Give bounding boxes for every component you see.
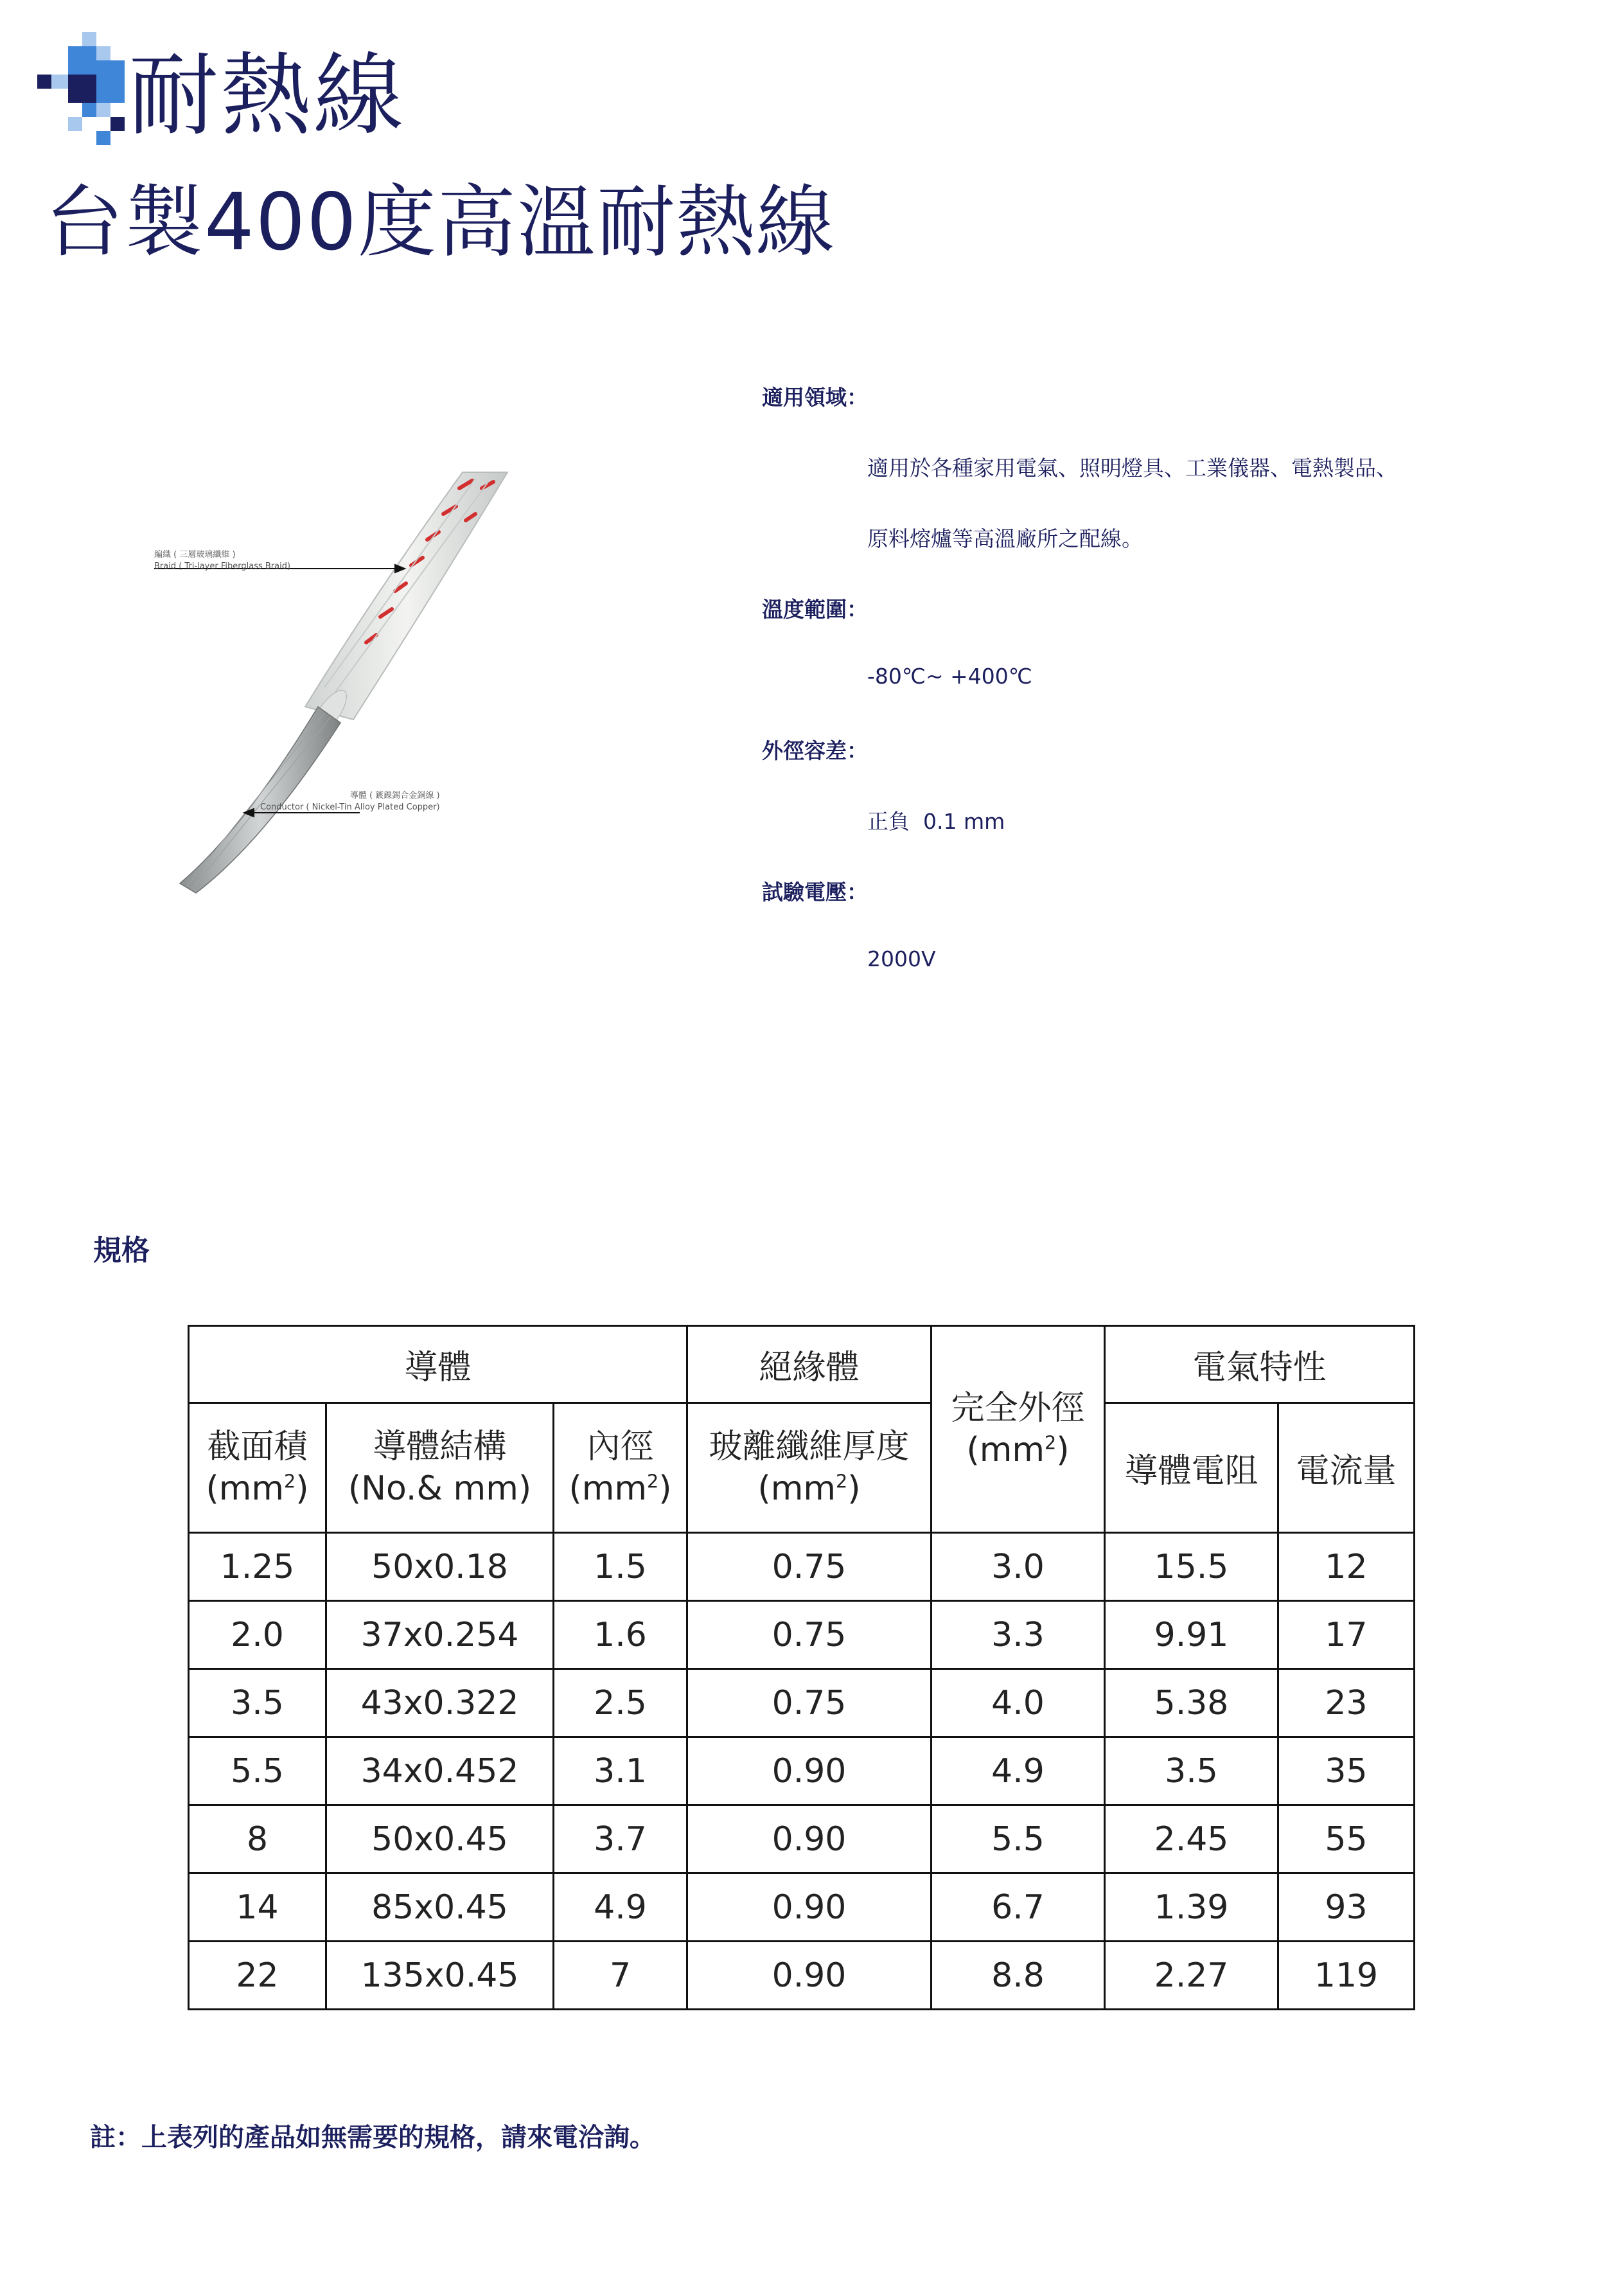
header-thickness: 玻離纖維厚度 $(mm^2)$ — [687, 1403, 931, 1533]
table-cell: 7 — [554, 1942, 687, 2010]
table-cell: 55 — [1278, 1805, 1415, 1873]
table-cell: 3.7 — [554, 1805, 687, 1873]
tolerance-value: 正負 0.1 mm — [867, 809, 1005, 834]
table-cell: 93 — [1278, 1873, 1415, 1942]
table-row — [189, 1873, 1415, 1942]
table-cell: 0.90 — [687, 1805, 931, 1873]
header-inner-diameter: 內徑 $(mm^2)$ — [554, 1403, 687, 1533]
brand-title: 耐熱線 — [128, 44, 407, 148]
table-cell: 0.90 — [687, 1737, 931, 1805]
table-row — [189, 1942, 1415, 2010]
table-cell: 0.75 — [687, 1601, 931, 1669]
table-cell: 6.7 — [931, 1873, 1105, 1942]
table-cell: 0.90 — [687, 1873, 931, 1942]
table-cell: 14 — [189, 1873, 326, 1942]
header-outer-diameter — [931, 1326, 1105, 1533]
table-cell: 85x0.45 — [326, 1873, 554, 1942]
product-image — [141, 450, 540, 912]
table-cell: 37x0.254 — [326, 1601, 554, 1669]
table-cell: 22 — [189, 1942, 326, 2010]
table-cell: 12 — [1278, 1533, 1415, 1601]
braid-label-zh: 編織 ( 三層玻璃纖維 ) — [154, 550, 236, 560]
table-cell: 1.39 — [1105, 1873, 1278, 1942]
spec-section-title: 規格 — [93, 1234, 150, 1267]
temperature-label: 溫度範圍： — [762, 597, 868, 622]
table-cell: 3.3 — [931, 1601, 1105, 1669]
table-header-row-2 — [189, 1403, 1415, 1533]
table-cell: 1.5 — [554, 1533, 687, 1601]
table-cell: 0.75 — [687, 1533, 931, 1601]
table-cell: 35 — [1278, 1737, 1415, 1805]
table-cell: 50x0.45 — [326, 1805, 554, 1873]
table-row — [189, 1533, 1415, 1601]
table-cell: 23 — [1278, 1669, 1415, 1737]
table-cell: 3.1 — [554, 1737, 687, 1805]
table-cell: 34x0.452 — [326, 1737, 554, 1805]
voltage-label: 試驗電壓： — [762, 880, 868, 905]
table-cell: 0.75 — [687, 1669, 931, 1737]
page-title: 台製400度高溫耐熱線 — [45, 177, 836, 268]
table-cell: 17 — [1278, 1601, 1415, 1669]
table-row — [189, 1737, 1415, 1805]
table-cell: 15.5 — [1105, 1533, 1278, 1601]
table-row — [189, 1805, 1415, 1873]
table-cell: 5.5 — [931, 1805, 1105, 1873]
braid-label-en: Braid ( Tri-layer Fiberglass Braid) — [154, 561, 291, 571]
header-conductor: 導體 — [189, 1326, 687, 1403]
table-cell: 9.91 — [1105, 1601, 1278, 1669]
header-outer-diameter-label: 完全外徑 — [951, 1388, 1085, 1428]
table-row — [189, 1601, 1415, 1669]
header-area: 截面積 $(mm^2)$ — [189, 1403, 326, 1533]
table-cell: 3.5 — [189, 1669, 326, 1737]
table-cell: 4.9 — [554, 1873, 687, 1942]
table-cell: 0.90 — [687, 1942, 931, 2010]
heat-resistant-wire-illustration — [141, 450, 540, 912]
table-cell: 3.0 — [931, 1533, 1105, 1601]
table-cell: 1.25 — [189, 1533, 326, 1601]
table-cell: 5.5 — [189, 1737, 326, 1805]
footnote: 註：上表列的產品如無需要的規格，請來電洽詢。 — [90, 2123, 655, 2152]
table-cell: 2.0 — [189, 1601, 326, 1669]
table-cell: 135x0.45 — [326, 1942, 554, 2010]
table-cell: 5.38 — [1105, 1669, 1278, 1737]
tolerance-label: 外徑容差： — [762, 738, 868, 763]
brand-logo — [37, 32, 121, 148]
spec-table — [188, 1325, 1415, 2010]
header-insulation: 絕緣體 — [687, 1326, 931, 1403]
conductor-label-zh: 導體 ( 鍍鎳錫合金銅線 ) — [350, 791, 440, 801]
table-cell: 2.27 — [1105, 1942, 1278, 2010]
temperature-value: -80℃~ +400℃ — [867, 664, 1032, 689]
table-cell: 43x0.322 — [326, 1669, 554, 1737]
table-row — [189, 1669, 1415, 1737]
table-cell: 2.5 — [554, 1669, 687, 1737]
conductor-label-en: Conductor ( Nickel-Tin Alloy Plated Copper) — [260, 802, 440, 812]
table-cell: 4.9 — [931, 1737, 1105, 1805]
table-cell: 1.6 — [554, 1601, 687, 1669]
application-label: 適用領域： — [762, 385, 868, 410]
conductor-callout — [260, 790, 440, 813]
header-current: 電流量 — [1278, 1403, 1415, 1533]
table-cell: 50x0.18 — [326, 1533, 554, 1601]
table-header-row-1 — [189, 1326, 1415, 1403]
table-cell: 119 — [1278, 1942, 1415, 2010]
header-electrical: 電氣特性 — [1105, 1326, 1415, 1403]
header-outer-diameter-unit: $(mm^2)$ — [966, 1430, 1070, 1469]
voltage-value: 2000V — [867, 946, 936, 971]
table-cell: 8 — [189, 1805, 326, 1873]
braid-callout — [154, 549, 290, 572]
table-cell: 4.0 — [931, 1669, 1105, 1737]
table-cell: 2.45 — [1105, 1805, 1278, 1873]
application-line-2: 原料熔爐等高溫廠所之配線。 — [867, 526, 1143, 551]
table-cell: 8.8 — [931, 1942, 1105, 2010]
header-resistance: 導體電阻 — [1105, 1403, 1278, 1533]
application-line-1: 適用於各種家用電氣、照明燈具、工業儀器、電熱製品、 — [867, 456, 1397, 481]
table-cell: 3.5 — [1105, 1737, 1278, 1805]
header-structure: 導體結構 (No.& mm) — [326, 1403, 554, 1533]
